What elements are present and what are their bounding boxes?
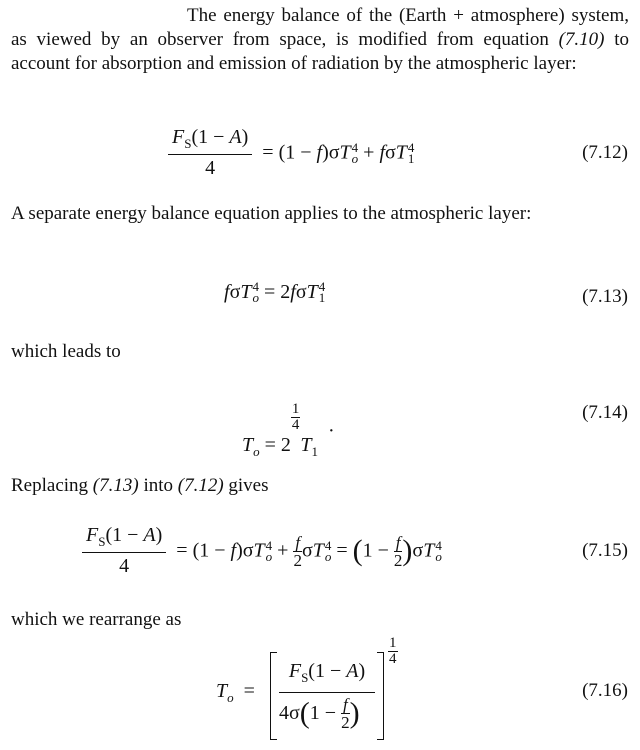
paragraph-intro-text-end: to account for absorption and emission of radiation by the atmospheric layer: xyxy=(11,29,630,74)
equation-number: (7.16) xyxy=(582,680,628,701)
paragraph-leads-to: which leads to xyxy=(11,341,121,362)
paragraph-replacing-text: gives xyxy=(223,475,269,496)
equation-7-16 xyxy=(0,634,640,746)
equation-number: (7.15) xyxy=(582,540,628,561)
equation-7-15 xyxy=(0,524,640,576)
equation-number: (7.12) xyxy=(582,142,628,163)
equation-7-14 xyxy=(0,394,640,459)
equation-7-16-lhs: $T_o$ = xyxy=(216,680,255,705)
paragraph-intro xyxy=(11,4,629,76)
equation-reference: (7.13) xyxy=(92,475,139,496)
equation-number: (7.14) xyxy=(582,402,628,423)
paragraph-replacing xyxy=(11,474,629,498)
paragraph-replacing-text: Replacing xyxy=(11,475,93,496)
equation-7-14-body: $T_o = 2$ $\frac{1}{4}$ $T_1$ · xyxy=(242,401,335,459)
equation-number: (7.13) xyxy=(582,286,628,307)
equation-7-13-body: fσT 4 o = 2fσT 4 1 xyxy=(224,279,326,306)
paragraph-replacing-text: into xyxy=(138,475,178,496)
paragraph-rearrange: which we rearrange as xyxy=(11,609,182,630)
equation-7-16-numerator: $F_S(1 - A)$ xyxy=(288,660,366,685)
paragraph-separate-balance: A separate energy balance equation applies to the atmospheric layer: xyxy=(11,203,532,224)
equation-7-15-body: $\frac{F_S(1 - A)}{4}$ = (1 − f)σT 4 o + $\frac{f}{2}$ σT 4 o = (1 − $\frac{f}{2}$ )σT 4 o xyxy=(82,524,442,578)
equation-7-16-exponent: $\frac{1}{4}$ xyxy=(389,635,397,667)
equation-7-12 xyxy=(0,126,640,179)
equation-7-16-denominator: 4σ(1 − $\frac{f}{2}$ ) xyxy=(279,695,360,732)
equation-7-12-body: $\frac{F_S(1 - A)}{4}$ = (1 − f)σT 4 o + fσT 4 1 xyxy=(168,126,414,180)
paragraph-intro-text: The energy balance of the (Earth + atmosphere) system, as viewed by an observer from space, is modified from equation xyxy=(11,5,629,50)
equation-7-16-bracket xyxy=(270,652,384,740)
equation-reference: (7.12) xyxy=(177,475,224,496)
equation-reference: (7.10) xyxy=(558,29,605,50)
equation-7-13 xyxy=(0,280,640,314)
